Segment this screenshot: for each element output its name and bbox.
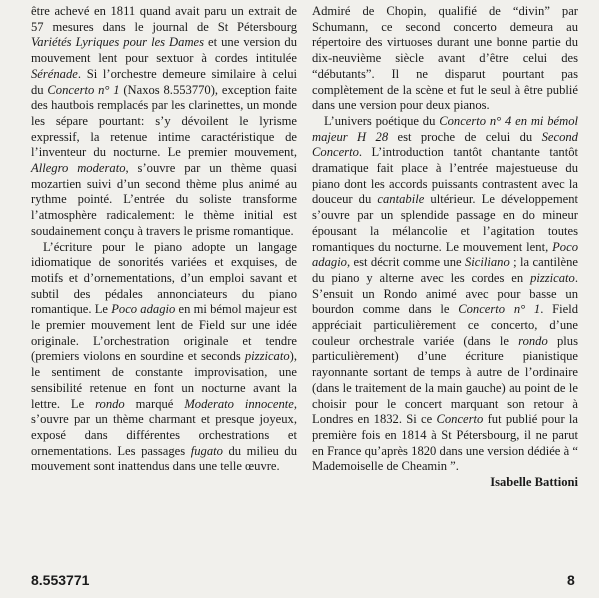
text-run: plus particulièrement) d’une écriture pianistique rayonnante sortant de temps à autre de l’ordinaire (dans le traitement de la main gauche) au point de le choisir pour le concert marquant son retour à Londres en 1832. Si ce	[312, 333, 578, 427]
author-signature: Isabelle Battioni	[490, 475, 578, 490]
text-run: , s’ouvre par un thème quasi mozartien suivi d’un second thème plus animé au rythme pointé. L’entrée du soliste transforme l’atmosphère radicalement: le thème initial est soudainement conçu à travers le prisme romantique.	[31, 161, 297, 238]
left-column	[31, 4, 297, 475]
text-run: . S’ensuit un Rondo animé avec pour basse un bourdon comme dans le	[312, 270, 578, 317]
text-run: est proche de celui du	[388, 129, 542, 144]
right-column-text	[312, 4, 578, 475]
text-run: fut publié pour la première fois en 1814 à St Pétersbourg, il ne parut en France qu’après 1820 dans une version dédiée à “ Mademoiselle de Cheamin ”.	[312, 412, 578, 474]
italic-text-run: rondo	[95, 396, 125, 411]
paragraph	[312, 114, 578, 475]
text-run: . L’introduction tantôt chantante tantôt dramatique fait place à l’entrée majestueuse du piano dont les accords puissants contrastent avec la douceur du	[312, 145, 578, 207]
text-run: L’écriture pour le piano adopte un langage idiomatique de sonorités variées et exquises, de motifs et d’ornementations, d’un emploi savant et subtil des pédales annonciateurs du piano romantique. Le	[31, 239, 297, 317]
paragraph	[31, 4, 297, 240]
text-run: . Field appréciait particulièrement ce concerto, d’une couleur orchestrale variée (dans le	[312, 302, 579, 348]
italic-text-run: Variétés Lyriques pour les Dames	[31, 35, 205, 50]
text-run: ), le sentiment de constante improvisation, une sensibilité retenue en font un nocturne avant la lettre. Le	[31, 349, 297, 411]
text-run: . Si l’orchestre demeure similaire à celui du	[31, 66, 297, 97]
text-run: , est décrit comme une	[346, 255, 465, 270]
italic-text-run: Siciliano	[465, 255, 510, 270]
text-run: (Naxos 8.553770), exception faite des hautbois remplacés par les clarinettes, un monde les sépare pourtant: s’y dévoilent le lyrisme expressif, la retenue intime caractéristique de l’inventeur du nocturne. Le premier mouvement,	[31, 82, 297, 160]
text-run: en mi bémol majeur est le premier mouvement lent de Field sur une idée originale. L’orchestration originale et tendre (premiers violons en sourdine et seconds	[31, 302, 297, 364]
italic-text-run: fugato	[190, 443, 223, 458]
italic-text-run: Poco adagio	[111, 302, 176, 317]
italic-text-run: rondo	[518, 333, 548, 348]
italic-text-run: cantabile	[377, 192, 425, 207]
italic-text-run: Concerto n° 4 en mi bémol majeur H 28	[312, 113, 579, 144]
text-run: ultérieur. Le développement s’ouvre par un splendide passage en do mineur épousant la mélancolie et l’agitation toutes romantiques du nocturne. Le mouvement lent,	[312, 192, 579, 254]
italic-text-run: Concerto	[436, 412, 484, 427]
text-run: , s’ouvre par un thème charmant et presque joyeux, exposé dans différentes orchestrations et ornementations. Les passages	[31, 396, 297, 458]
text-run: ; la cantilène du piano y alterne avec les cordes en	[312, 255, 578, 285]
italic-text-run: Moderato innocente	[184, 396, 294, 411]
text-run: L’univers poétique du	[324, 113, 440, 128]
italic-text-run: pizzicato	[244, 349, 290, 364]
paragraph	[31, 240, 297, 476]
italic-text-run: pizzicato	[530, 270, 575, 285]
italic-text-run: Second Concerto	[312, 129, 578, 160]
text-run: être achevé en 1811 quand avait paru un extrait de 57 mesures dans le journal de St Pétersbourg	[31, 4, 297, 34]
italic-text-run: Concerto n° 1	[47, 82, 120, 97]
text-run: marqué	[124, 396, 185, 411]
text-run: Admiré de Chopin, qualifié de “divin” par Schumann, ce second concerto demeura au répertoire des virtuoses durant une bonne partie du dix-neuvième siècle avant d’être celui des “débutants”. Il ne disparut pourtant pas complètement de la scène et fut le seul à être publié dans une version pour deux pianos.	[312, 4, 578, 113]
text-run: du milieu du mouvement sont inattendus dans une telle œuvre.	[31, 443, 298, 474]
italic-text-run: Sérénade	[31, 66, 78, 81]
catalog-number: 8.553771	[31, 572, 90, 588]
paragraph	[312, 4, 578, 114]
page-number: 8	[567, 572, 575, 588]
right-column	[312, 4, 578, 491]
text-run: et une version du mouvement lent pour sextuor à cordes intitulée	[31, 35, 297, 66]
italic-text-run: Poco adagio	[312, 239, 578, 270]
italic-text-run: Concerto n° 1	[458, 302, 541, 317]
italic-text-run: Allegro moderato	[31, 161, 126, 176]
